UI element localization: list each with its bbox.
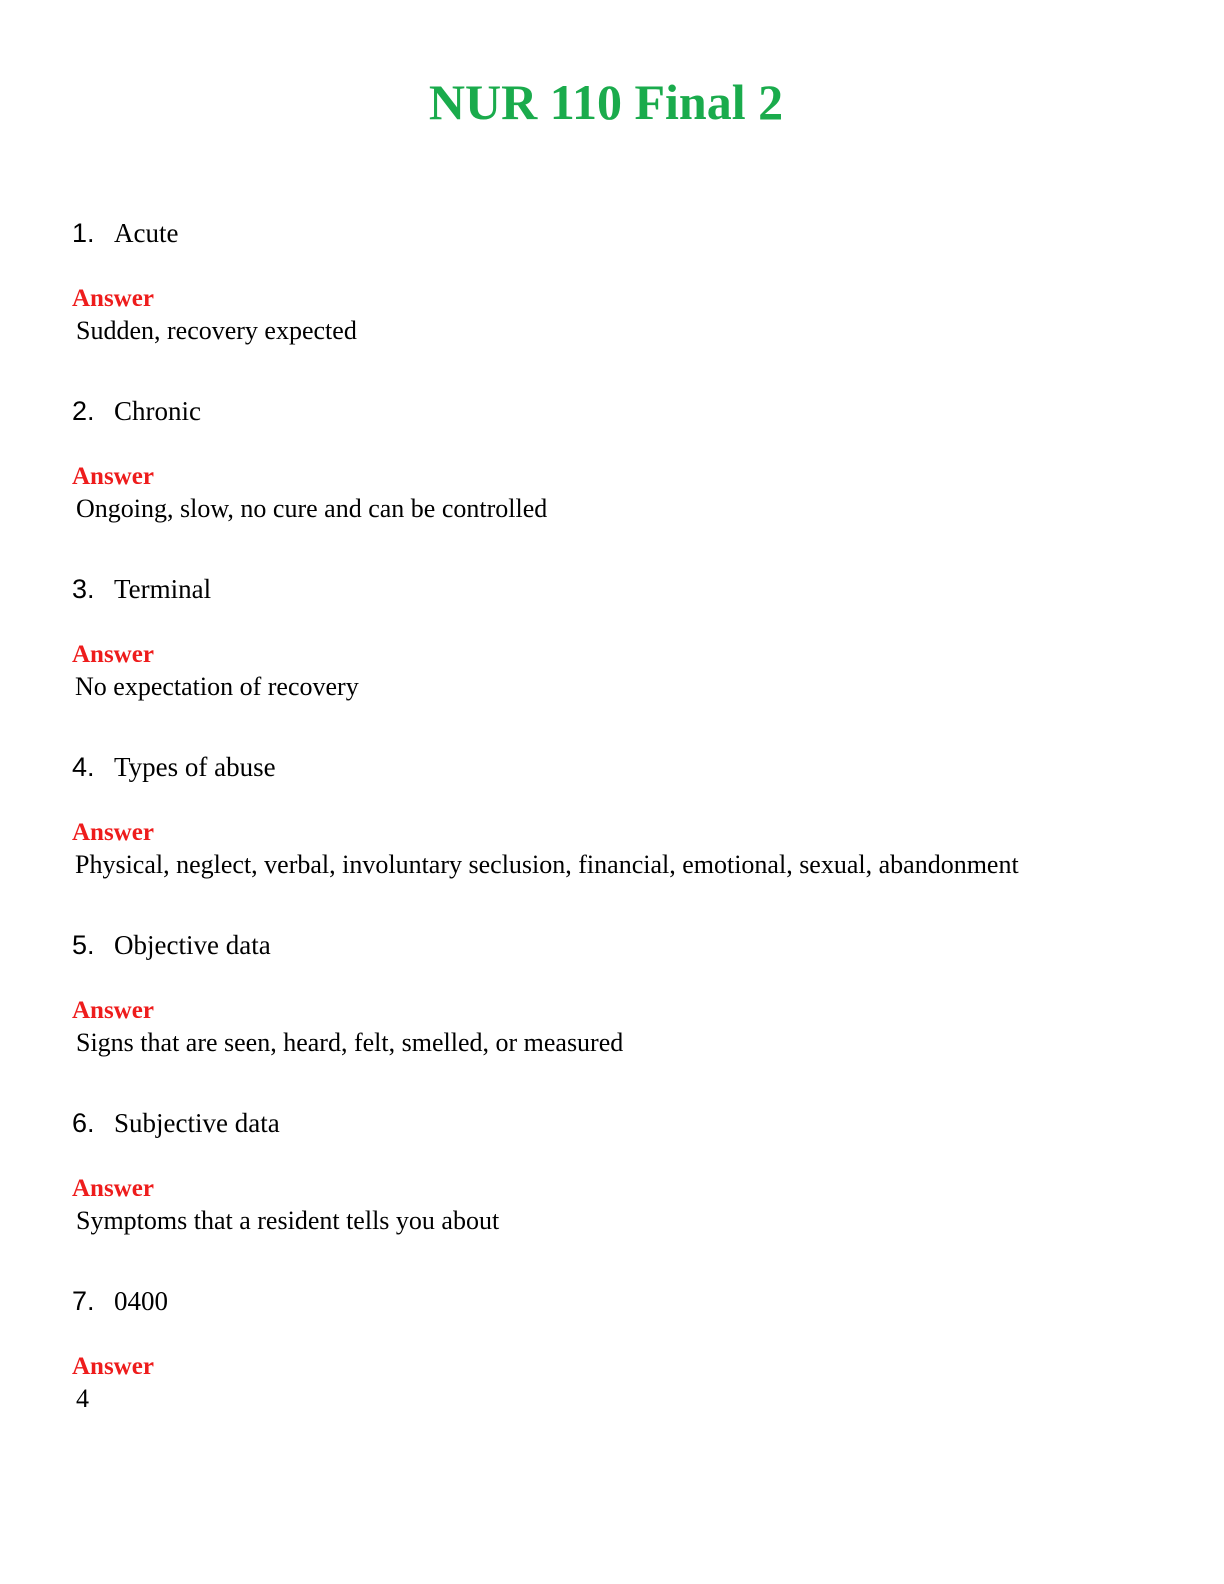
answer-label: Answer: [72, 819, 154, 846]
answer-text: No expectation of recovery: [75, 672, 359, 701]
question-item-5: [72, 925, 1172, 1103]
answer-label: Answer: [72, 463, 154, 490]
answer-label: Answer: [72, 1175, 154, 1202]
question: [72, 747, 276, 787]
question-number: 3.: [72, 574, 95, 604]
answer-label: Answer: [72, 997, 154, 1024]
page-title: NUR 110 Final 2: [428, 74, 784, 130]
question: [72, 391, 201, 431]
answer-label: Answer: [72, 641, 154, 668]
question-number: 6.: [72, 1108, 95, 1138]
question-number: 1.: [72, 218, 95, 248]
answer-text: Symptoms that a resident tells you about: [76, 1206, 500, 1235]
question: [72, 1281, 168, 1321]
question-item-4: [72, 747, 1172, 925]
question-item-6: [72, 1103, 1172, 1281]
question-text: 0400: [114, 1286, 168, 1316]
answer-text: Physical, neglect, verbal, involuntary seclusion, financial, emotional, sexual, abandonment: [75, 850, 1019, 879]
question-item-3: [72, 569, 1172, 747]
answer-label: Answer: [72, 1353, 154, 1380]
question-item-7: [72, 1281, 1172, 1459]
answer-label: Answer: [72, 285, 154, 312]
question-item-1: [72, 213, 1172, 391]
question: [72, 213, 178, 253]
question-number: 5.: [72, 930, 95, 960]
answer-text: Signs that are seen, heard, felt, smelled, or measured: [76, 1028, 624, 1057]
question: [72, 569, 211, 609]
question: [72, 1103, 280, 1143]
question-text: Subjective data: [114, 1108, 280, 1138]
question-text: Acute: [114, 218, 179, 248]
question-number: 2.: [72, 396, 95, 426]
question-text: Chronic: [114, 396, 201, 426]
question-text: Objective data: [114, 930, 271, 960]
question-text: Types of abuse: [114, 752, 276, 782]
answer-text: Ongoing, slow, no cure and can be controlled: [76, 494, 548, 523]
answer-text: Sudden, recovery expected: [76, 316, 357, 345]
question-number: 4.: [72, 752, 95, 782]
question: [72, 925, 271, 965]
question-item-2: [72, 391, 1172, 569]
answer-text: 4: [76, 1384, 89, 1413]
question-list: [72, 213, 1172, 1459]
question-text: Terminal: [114, 574, 212, 604]
question-number: 7.: [72, 1286, 95, 1316]
